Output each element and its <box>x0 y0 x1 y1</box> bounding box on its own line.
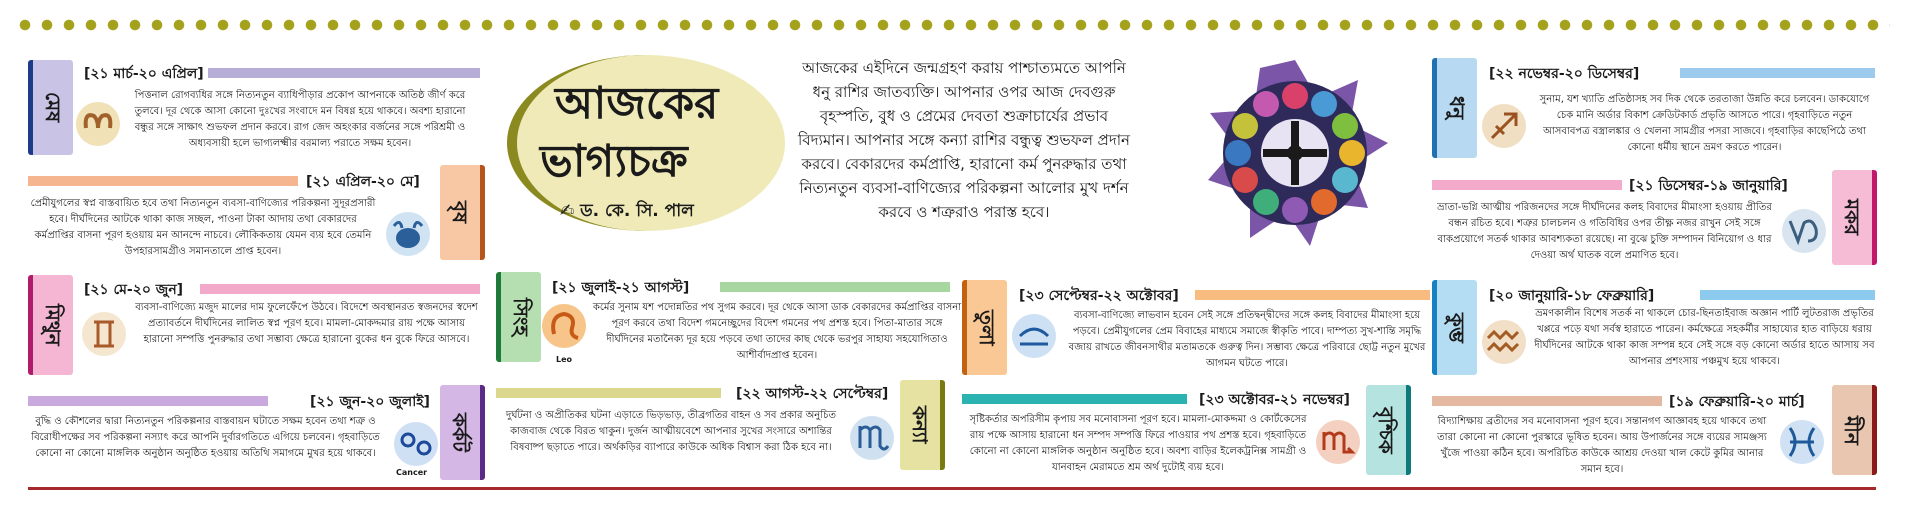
text-kumbha: ভ্রমণকালীন বিশেষ সতর্ক না থাকলে চোর-ছিনতাইবাজ অজ্ঞান পার্টি লুটতরাজ প্রভৃতির খপ্পরে পড়ে যথা সর্বস্ব হারাতে পারেন। কর্মক্ষেত্রে সহকর্মীর সাহায্যের হাত বাড়িয়ে ধরায় দীর্ঘদিনের আটকে থাকা কাজ সম্পন্ন হবে সেই সঙ্গে বড় কোনো অর্ডার হাতে আসায় সব আপনার প্রশংসায় পঞ্চমুখ হয়ে থাকবে। <box>1534 308 1875 367</box>
sign-name-makar: মকর <box>1840 199 1864 236</box>
date-tula: [২৩ সেপ্টেম্বর-২২ অক্টোবর] <box>1015 284 1183 308</box>
taurus-icon <box>382 208 434 260</box>
author-byline: ✍ ড. কে. সি. পাল <box>560 201 694 221</box>
page-title-line2: ভাগ্যচক্র <box>540 136 688 187</box>
virgo-icon <box>846 412 898 464</box>
text-tula: ব্যবসা-বাণিজ্যে লাভবান হবেন সেই সঙ্গে প্রতিদ্বন্দ্বীদের সঙ্গে কলহ বিবাদের মীমাংসা হয়ে পড়বে। প্রেমীযুগলের প্রেম বিবাহের মাধ্যমে সমাজে স্বীকৃতি পাবে। দাম্পত্য সুখ-শান্তি সমৃদ্ধি বজায় রাখতে জীবনসাথীর মতামতকে গুরুত্ব দিন। সম্ভাব্য ক্ষেত্রে পরিবারে ছোট্ট নতুন মুখের আগমন ঘটতে পারে। <box>1068 310 1426 369</box>
aquarius-icon <box>1478 316 1530 368</box>
sign-tab-kumbha <box>1432 280 1477 375</box>
bar-kanya <box>496 388 721 398</box>
date-mithun: [২১ মে-২০ জুন] <box>80 278 187 302</box>
sign-tab-dhanu <box>1432 58 1477 158</box>
libra-icon <box>1008 310 1060 362</box>
cancer-icon <box>390 418 442 470</box>
text-brishchik: সৃষ্টিকর্তার অপরিসীম কৃপায় সব মনোবাসনা পূরণ হবে। মামলা-মোকদ্দমা ও কোর্টকেসের রায় পক্ষে আসায় হারানো ধন সম্পদ সম্পত্তি ফিরে পাওয়ার পথ প্রশস্ত হবে। গৃহবাড়িতে কোনো না কোনো মাঙ্গলিক অনুষ্ঠান অনুষ্ঠিত হবে। অবশ্য বাড়ির ইলেকট্রনিক্স সামগ্রী ও যানবাহন মেরামতে শ্রম অর্থ দুটোই ব্যয় হবে। <box>969 414 1307 473</box>
bar-brish <box>28 176 298 186</box>
date-brish: [২১ এপ্রিল-২০ মে] <box>302 170 424 194</box>
sign-name-kumbha: কুম্ভ <box>1445 312 1469 343</box>
sign-name-dhanu: ধনু <box>1445 96 1469 120</box>
sign-name-meen: মীন <box>1840 415 1864 445</box>
zodiac-wheel-icon <box>1200 58 1390 248</box>
date-kanya: [২২ আগস্ট-২২ সেপ্টেম্বর] <box>732 382 892 406</box>
bar-tula <box>1195 290 1430 300</box>
text-singha: কর্মের সুনাম যশ পদোন্নতির পথ সুগম করবে। দূর থেকে আসা ডাক বেকারদের কর্মপ্রাপ্তির বাসনা পূরণ করবে তথা বিদেশ গমনেচ্ছুদের বিদেশ গমনের পথ প্রশস্ত হবে। পিতা-মাতার সঙ্গে দীর্ঘদিনের মতানৈক্য দূর হয়ে পড়বে তথা তাদের কাছ থেকে ভরপুর সাহায্য সহযোগিতাও আশীর্বাদপ্রাপ্ত হবেন। <box>592 302 962 361</box>
bar-mesh <box>205 68 480 78</box>
sign-tab-meen <box>1832 385 1877 475</box>
page-title-line1: আজকের <box>555 78 719 129</box>
text-mithun: ব্যবসা-বাণিজ্যে মজুদ মালের দাম ফুলেফেঁপে উঠবে। বিদেশে অবস্থানরত স্বজনদের স্বদেশ প্রত্যাবর্তনে দীর্ঘদিনের লালিত স্বপ্ন পূরণ হবে। মামলা-মোকদ্দমার রায় পক্ষে আসায় হারানো সম্পত্তি পুনরুদ্ধার তথা সম্ভাব্য ক্ষেত্রে হারানো বুকের ধন বুকে ফিরে আসবে। <box>135 302 478 345</box>
date-singha: [২১ জুলাই-২১ আগস্ট] <box>548 276 693 300</box>
text-makar: ভ্রাতা-ভগ্নি আত্মীয় পরিজনদের সঙ্গে দীর্ঘদিনের কলহ বিবাদের মীমাংসা হওয়ায় প্রীতির বন্ধন রচিত হবে। শত্রুর চালচলন ও গতিবিধির ওপর তীক্ষ্ণ নজর রাখুন সেই সঙ্গে বাকপ্রয়োগে সতর্ক থাকার আবশ্যকতা রয়েছে। না বুঝে চুক্তি সম্পাদন বিনিয়োগ ও ধার দেওয়া অর্থ ঘাতক বলে প্রমাণিত হবে। <box>1437 202 1772 261</box>
sign-tab-mithun <box>28 275 73 375</box>
sign-tab-singha <box>496 272 541 362</box>
sign-tab-karkat <box>440 385 485 480</box>
bar-karkat <box>28 396 268 406</box>
date-makar: [২১ ডিসেম্বর-১৯ জানুয়ারি] <box>1625 174 1792 198</box>
bar-dhanu <box>1680 68 1875 78</box>
sign-tab-makar <box>1832 170 1877 265</box>
bar-brishchik <box>962 394 1187 404</box>
text-brish: প্রেমীযুগলের স্বপ্ন বাস্তবায়িত হবে তথা নিত্যনতুন ব্যবসা-বাণিজ্যের পরিকল্পনা সুদূরপ্রসারী হবে। দীর্ঘদিনের আটকে থাকা কাজ সচ্ছল, পাওনা টাকা আদায় তথা বেকারদের কর্মপ্রাপ্তির বাসনা পূরণ হওয়ায় মন আনন্দে নাচবে। লৌকিকতায় যেমন ব্যয় হবে তেমনি উপহারসামগ্রীও সমানতালে প্রাপ্ত হবেন। <box>30 198 376 257</box>
sign-name-mithun: মিথুন <box>41 304 65 346</box>
bar-meen <box>1432 396 1662 406</box>
bar-singha <box>720 282 950 292</box>
sign-name-kanya: কন্যা <box>908 406 932 444</box>
text-meen: বিদ্যাশিক্ষায় ব্রতীদের সব মনোবাসনা পূরণ হবে। সন্তানগণ আজ্ঞাবহ হয়ে থাকবে তথা তারা কোনো না কোনো পুরস্কারে ভূষিত হবেন। আয় উপার্জনের সঙ্গে ব্যয়ের সামঞ্জস্য খুঁজে পাওয়া কঠিন হবে। অপরিচিত কাউকে আশ্রয় দেওয়া খাল কেটে কুমির আনার সমান হবে। <box>1437 416 1767 475</box>
scorpio-icon <box>1312 416 1364 468</box>
sign-name-mesh: মেষ <box>41 92 65 123</box>
text-kanya: দুর্ঘটনা ও অপ্রীতিকর ঘটনা এড়াতে ভিড়ভাড়, তীব্রগতির বাহন ও সব প্রকার অনুচিত কাজবাজ থেকে বিরত থাকুন। দুর্জন আত্মীয়বেশে আপনার সুখের সংসারে অশান্তির বিষবাষ্প ছড়াতে পারে। অর্থকড়ির ব্যাপারে কাউকে অধিক বিশ্বাস করা ঠিক হবে না। <box>505 410 837 453</box>
bar-mithun <box>200 284 480 294</box>
sign-tab-brishchik <box>1366 385 1411 475</box>
capricorn-icon <box>1778 205 1830 257</box>
date-kumbha: [২০ জানুয়ারি-১৮ ফেব্রুয়ারি] <box>1485 284 1658 308</box>
text-dhanu: সুনাম, যশ খ্যাতি প্রতিষ্ঠাসহ সব দিক থেকে তরতাজা উন্নতি করে চলবেন। ডাকযোগে চেক মানি অর্ডার বিকাশ ক্রেডিটকার্ড প্রভৃতি আসতে পারে। গৃহবাড়িতে নতুন আসবাবপত্র বস্ত্রালঙ্কার ও খেলনা সামগ্রীর পসরা সাজবে। গৃহবাড়ির কাছেপিঠে তথা কোনো ধর্মীয় স্থানে ভ্রমণ করতে পারেন। <box>1539 94 1870 153</box>
text-mesh: পিত্তনাল রোগব্যধির সঙ্গে নিত্যনতুন ব্যাধিপীড়ার প্রকোপ আপনাকে অতিষ্ঠ জীর্ণ করে তুলবে। দূর থেকে আসা কোনো দুঃখের সংবাদে মন বিষণ্ণ হয়ে থাকবে। অবশ্য হারানো বন্ধুর সঙ্গে সাক্ষাৎ শুভফল প্রদান করবে। রাগ জেদ অহংকার বর্জনের সঙ্গে পরিশ্রমী ও অধ্যবসায়ী হলে ভাগ্যলক্ষ্মীর বরমাল্য পরাতে সক্ষম হবেন। <box>134 90 466 149</box>
gemini-icon <box>78 308 130 360</box>
date-dhanu: [২২ নভেম্বর-২০ ডিসেম্বর] <box>1485 62 1643 86</box>
sign-tab-kanya <box>900 380 945 470</box>
text-karkat: বুদ্ধি ও কৌশলের দ্বারা নিত্যনতুন পরিকল্পনার বাস্তবায়ন ঘটাতে সক্ষম হবেন তথা শত্রু ও বিরোধীপক্ষের সব পরিকল্পনা নস্যাৎ করে আপনি দুর্বারগতিতে এগিয়ে চলবেন। গৃহবাড়িতে কোনো না কোনো মাঙ্গলিক অনুষ্ঠান অনুষ্ঠিত হওয়ায় অতিথি সমাগমে মুখর হয়ে থাকবে। <box>31 416 380 459</box>
sign-name-karkat: কর্কট <box>448 413 472 452</box>
sign-name-brishchik: বৃশ্চিক <box>1374 406 1398 454</box>
bottom-rule <box>28 487 1876 490</box>
date-karkat: [২১ জুন-২০ জুলাই] <box>306 390 434 414</box>
date-meen: [১৯ ফেব্রুয়ারি-২০ মার্চ] <box>1665 390 1809 414</box>
sign-tab-mesh <box>28 60 73 155</box>
dotted-border <box>14 18 1890 32</box>
icon-label-karkat: Cancer <box>396 468 428 477</box>
sign-tab-brish <box>440 165 485 260</box>
icon-label-singha: Leo <box>556 355 573 364</box>
sign-name-tula: তুলা <box>975 309 999 346</box>
date-mesh: [২১ মার্চ-২০ এপ্রিল] <box>80 62 208 86</box>
bar-makar <box>1432 180 1622 190</box>
sign-name-brish: বৃষ <box>448 201 472 224</box>
intro-paragraph: আজকের এইদিনে জন্মগ্রহণ করায় পাশ্চাত্যমতে আপনি ধনু রাশির জাতব্যক্তি। আপনার ওপর আজ দেবগুরু বৃহস্পতি, বুধ ও প্রেমের দেবতা শুক্রাচার্যের প্রভাব বিদ্যমান। আপনার সঙ্গে কন্যা রাশির বন্ধুত্ব শুভফল প্রদান করবে। বেকারদের কর্মপ্রাপ্তি, হারানো কর্ম পুনরুদ্ধার তথা নিত্যনতুন ব্যবসা-বাণিজ্যের পরিকল্পনা আলোর মুখ দর্শন করবে ও শত্রুরাও পরাস্ত হবে। <box>797 59 1131 221</box>
leo-icon <box>538 300 590 352</box>
date-brishchik: [২৩ অক্টোবর-২১ নভেম্বর] <box>1195 388 1354 412</box>
pisces-icon <box>1776 416 1828 468</box>
sign-tab-tula <box>962 280 1007 375</box>
bar-kumbha <box>1700 290 1875 300</box>
sagittarius-icon <box>1478 100 1530 152</box>
aries-icon <box>72 98 124 150</box>
sign-name-singha: সিংহ <box>509 297 533 337</box>
